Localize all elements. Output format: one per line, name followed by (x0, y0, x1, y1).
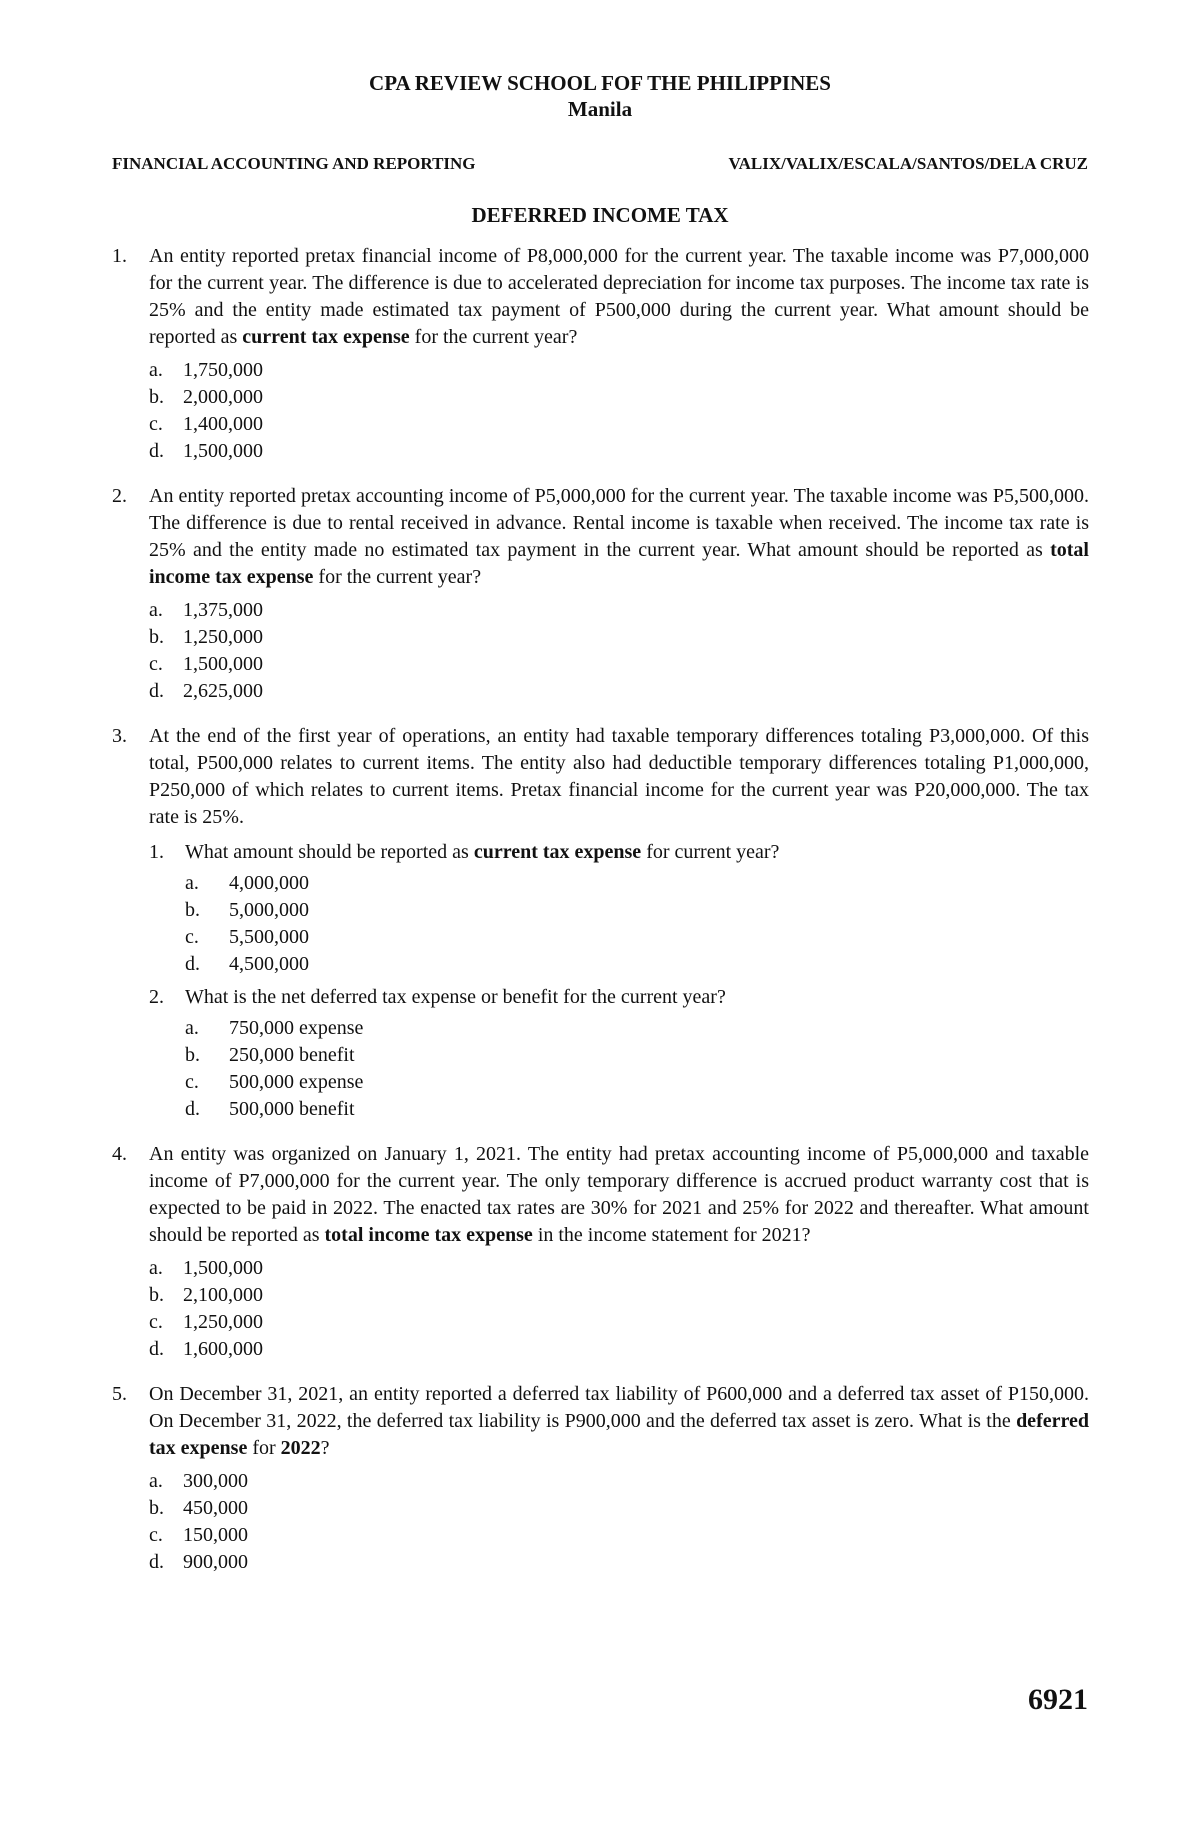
choice-label: c. (149, 413, 163, 435)
question-number: 4. (112, 1143, 127, 1165)
choice-c[interactable] (185, 924, 1089, 951)
choice-label: b. (185, 899, 200, 921)
question-3 (112, 723, 1089, 1123)
choice-list (185, 1015, 1089, 1123)
choice-text: 2,100,000 (183, 1284, 263, 1306)
choice-text: 1,500,000 (183, 1257, 263, 1279)
choice-list (149, 1255, 1089, 1363)
stem-emphasis: total income tax expense (324, 1224, 533, 1246)
choice-label: a. (149, 599, 163, 621)
stem-text: for the current year? (313, 566, 482, 588)
choice-list (149, 597, 1089, 705)
question-list (112, 243, 1089, 1594)
choice-label: b. (185, 1044, 200, 1066)
choice-a[interactable] (185, 870, 1089, 897)
page-number: 6921 (1028, 1683, 1088, 1716)
choice-text: 900,000 (183, 1551, 248, 1573)
authors-heading: VALIX/VALIX/ESCALA/SANTOS/DELA CRUZ (728, 154, 1088, 173)
stem-text: An entity reported pretax accounting income of P5,000,000 for the current year. The taxable income was P5,500,000. The difference is due to rental received in advance. Rental income is taxable when received. The income tax rate is 25% and the entity made no estimated tax payment in the current year. What amount should be reported as (149, 485, 1089, 561)
choice-text: 2,625,000 (183, 680, 263, 702)
stem-emphasis: total income tax expense (149, 539, 1089, 588)
school-city: Manila (567, 97, 633, 121)
question-2 (112, 483, 1089, 705)
choice-label: d. (185, 1098, 200, 1120)
choice-text: 1,250,000 (183, 626, 263, 648)
choice-d[interactable] (185, 951, 1089, 978)
choice-label: d. (185, 953, 200, 975)
school-name: CPA REVIEW SCHOOL FOF THE PHILIPPINES (369, 71, 831, 95)
choice-label: c. (185, 926, 199, 948)
choice-text: 1,250,000 (183, 1311, 263, 1333)
subquestion-1 (149, 839, 1089, 978)
stem-text: for the current year? (409, 326, 578, 348)
choice-text: 1,400,000 (183, 413, 263, 435)
choice-text: 1,750,000 (183, 359, 263, 381)
question-stem (149, 1381, 1089, 1462)
question-1 (112, 243, 1089, 465)
choice-list (185, 870, 1089, 978)
choice-text: 250,000 benefit (229, 1044, 355, 1066)
question-number: 2. (112, 485, 127, 507)
choice-text: 1,500,000 (183, 440, 263, 462)
choice-label: a. (149, 359, 163, 381)
question-5 (112, 1381, 1089, 1576)
choice-label: a. (185, 872, 199, 894)
choice-b[interactable] (185, 897, 1089, 924)
choice-text: 150,000 (183, 1524, 248, 1546)
stem-emphasis: current tax expense (473, 841, 642, 863)
choice-text: 5,500,000 (229, 926, 309, 948)
choice-a[interactable] (149, 1468, 1089, 1495)
choice-d[interactable] (149, 1336, 1089, 1363)
choice-b[interactable] (185, 1042, 1089, 1069)
choice-a[interactable] (185, 1015, 1089, 1042)
choice-label: d. (149, 1551, 164, 1573)
subquestion-list (149, 839, 1089, 1123)
choice-label: b. (149, 626, 164, 648)
choice-text: 5,000,000 (229, 899, 309, 921)
stem-emphasis: deferred tax expense (149, 1410, 1089, 1459)
choice-c[interactable] (185, 1069, 1089, 1096)
choice-text: 1,375,000 (183, 599, 263, 621)
choice-text: 450,000 (183, 1497, 248, 1519)
stem-text: What amount should be reported as (185, 841, 474, 863)
choice-b[interactable] (149, 624, 1089, 651)
document-title: DEFERRED INCOME TAX (471, 203, 729, 227)
question-number: 3. (112, 725, 127, 747)
choice-label: a. (149, 1470, 163, 1492)
choice-a[interactable] (149, 357, 1089, 384)
choice-text: 4,000,000 (229, 872, 309, 894)
question-stem (149, 243, 1089, 351)
choice-text: 500,000 expense (229, 1071, 364, 1093)
choice-a[interactable] (149, 597, 1089, 624)
choice-label: b. (149, 1497, 164, 1519)
choice-label: c. (149, 653, 163, 675)
choice-text: 300,000 (183, 1470, 248, 1492)
subquestion-number: 1. (149, 841, 164, 863)
choice-label: d. (149, 1338, 164, 1360)
choice-d[interactable] (149, 1549, 1089, 1576)
choice-c[interactable] (149, 1522, 1089, 1549)
stem-text: An entity reported pretax financial income of P8,000,000 for the current year. The taxable income was P7,000,000 for the current year. The difference is due to accelerated depreciation for income tax purposes. The income tax rate is 25% and the entity made estimated tax payment of P500,000 during the current year. What amount should be reported as (149, 245, 1089, 348)
subquestion-2 (149, 984, 1089, 1123)
question-number: 5. (112, 1383, 127, 1405)
subquestion-stem (185, 839, 1089, 866)
subquestion-number: 2. (149, 986, 164, 1008)
choice-label: a. (185, 1017, 199, 1039)
choice-label: d. (149, 680, 164, 702)
choice-label: c. (149, 1524, 163, 1546)
question-stem (149, 483, 1089, 591)
stem-emphasis: current tax expense (242, 326, 410, 348)
choice-list (149, 357, 1089, 465)
choice-text: 1,500,000 (183, 653, 263, 675)
stem-text: in the income statement for 2021? (532, 1224, 811, 1246)
choice-label: a. (149, 1257, 163, 1279)
subject-heading: FINANCIAL ACCOUNTING AND REPORTING (112, 154, 476, 173)
choice-label: c. (185, 1071, 199, 1093)
choice-list (149, 1468, 1089, 1576)
question-stem: At the end of the first year of operations, an entity had taxable temporary differences totaling P3,000,000. Of this total, P500,000 relates to current items. The entity also had deductible temporary differences totaling P1,000,000, P250,000 of which relates to current items. Pretax financial income for the current year was P20,000,000. The tax rate is 25%. (149, 725, 1089, 828)
subquestion-stem: What is the net deferred tax expense or benefit for the current year? (185, 986, 726, 1008)
choice-a[interactable] (149, 1255, 1089, 1282)
choice-b[interactable] (149, 1495, 1089, 1522)
stem-text: for (247, 1437, 281, 1459)
question-number: 1. (112, 245, 127, 267)
question-4 (112, 1141, 1089, 1363)
page-header (0, 70, 1200, 122)
choice-text: 1,600,000 (183, 1338, 263, 1360)
stem-text: ? (320, 1437, 330, 1459)
choice-c[interactable] (149, 411, 1089, 438)
stem-text: for current year? (641, 841, 780, 863)
choice-text: 2,000,000 (183, 386, 263, 408)
choice-d[interactable] (149, 678, 1089, 705)
choice-label: b. (149, 1284, 164, 1306)
stem-emphasis: 2022 (280, 1437, 321, 1459)
choice-text: 4,500,000 (229, 953, 309, 975)
choice-text: 750,000 expense (229, 1017, 364, 1039)
choice-c[interactable] (149, 1309, 1089, 1336)
choice-label: d. (149, 440, 164, 462)
choice-b[interactable] (149, 1282, 1089, 1309)
stem-text: An entity was organized on January 1, 2021. The entity had pretax accounting income of P5,000,000 and taxable income of P7,000,000 for the current year. The only temporary difference is accrued product warranty cost that is expected to be paid in 2022. The enacted tax rates are 30% for 2021 and 25% for 2022 and thereafter. What amount should be reported as (149, 1143, 1089, 1246)
choice-text: 500,000 benefit (229, 1098, 355, 1120)
choice-label: b. (149, 386, 164, 408)
question-stem (149, 1141, 1089, 1249)
stem-text: On December 31, 2021, an entity reported a deferred tax liability of P600,000 and a deferred tax asset of P150,000. On December 31, 2022, the deferred tax liability is P900,000 and the deferred tax asset is zero. What is the (149, 1383, 1089, 1432)
choice-label: c. (149, 1311, 163, 1333)
choice-d[interactable] (185, 1096, 1089, 1123)
choice-c[interactable] (149, 651, 1089, 678)
choice-b[interactable] (149, 384, 1089, 411)
choice-d[interactable] (149, 438, 1089, 465)
